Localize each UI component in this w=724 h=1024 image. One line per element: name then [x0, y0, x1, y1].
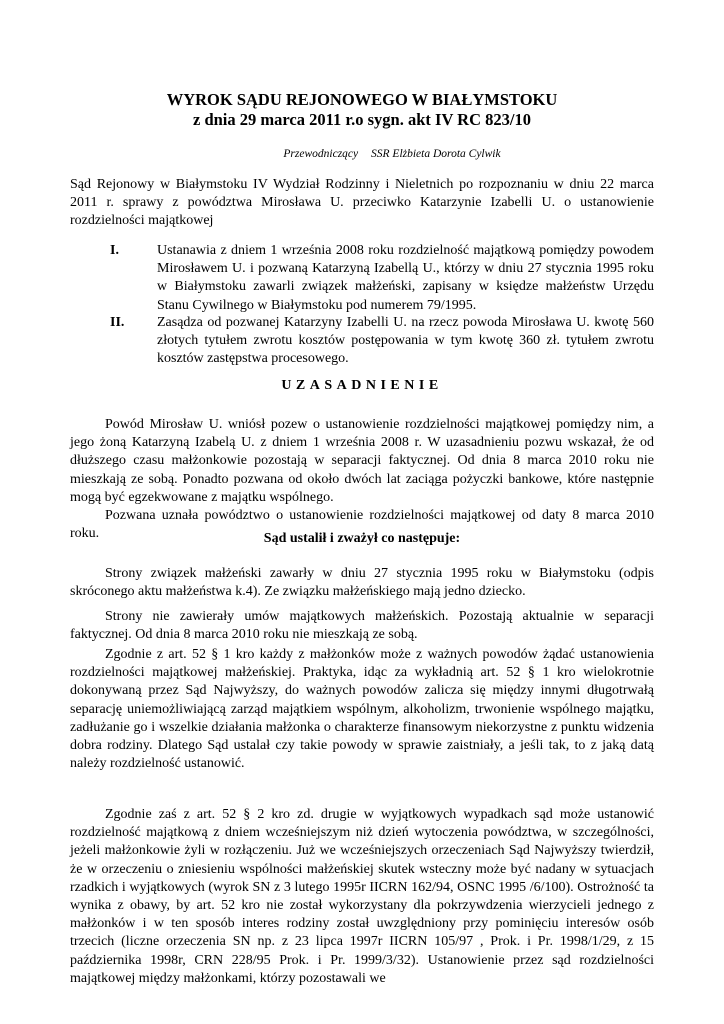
ruling-text: Zasądza od pozwanej Katarzyny Izabelli U. na rzecz powoda Mirosława U. kwotę 560 złotych tytułem zwrotu kosztów postępowania w tym kwotę 360 zł. tytułem zwrotu kosztów zastępstwa procesowego.	[157, 315, 654, 367]
finding-text: Zgodnie zaś z art. 52 § 2 kro zd. drugie w wyjątkowych wypadkach sąd może ustanowić rozdzielność majątkową z dniem wcześniejszym niż dzień wytoczenia powództwa, w szczególności, jeżeli małżonkowie żyli w rozłączeniu. Już we wcześniejszych orzeczeniach Sąd Najwyższy twierdził, że w orzeczeniu o zniesieniu wspólności małżeńskiej skutek wsteczny może być nadany w sytuacjach rzadkich i wyjątkowych (wyrok SN z 3 lutego 1995r IICRN 162/94, OSNC 1995 /6/100). Ostrożność ta wynika z obawy, by art. 52 kro nie został wykorzystany dla pokrzywdzenia wierzycieli jednego z małżonków i w ten sposób interes rodziny został uwzględniony przy pominięciu interesów osób trzecich (liczne orzeczenia SN np. z 23 lipca 1997r IICRN 105/97 , Prok. i Pr. 1998/1/29, z 15 października 1998r, CRN 228/95 Prok. i Pr. 1999/3/32). Ustanowienie przez sąd rozdzielności majątkowej między małżonkami, którzy pozostawali we	[70, 807, 654, 986]
title-line-2: z dnia 29 marca 2011 r.o sygn. akt IV RC 823/10	[193, 110, 531, 129]
ruling-number: II.	[110, 315, 125, 330]
ruling-number: I.	[110, 243, 119, 258]
findings-paragraph	[70, 646, 654, 773]
findings-paragraph	[70, 806, 654, 988]
finding-text: Strony nie zawierały umów majątkowych małżeńskich. Pozostają aktualnie w separacji faktycznej. Od dnia 8 marca 2010 roku nie mieszkają ze sobą.	[70, 609, 654, 643]
intro-text: Sąd Rejonowy w Białymstoku IV Wydział Rodzinny i Nieletnich po rozpoznaniu w dniu 22 marca 2011 r. sprawy z powództwa Mirosława U. przeciwko Katarzynie Izabelli U. o ustanowienie rozdzielności majątkowej	[70, 177, 654, 229]
presiding-label: Przewodniczący	[283, 148, 359, 160]
intro-paragraph	[70, 176, 654, 231]
findings-heading: Sąd ustalił i zważył co następuje:	[263, 531, 461, 546]
ruling-text: Ustanawia z dniem 1 września 2008 roku rozdzielność majątkową pomiędzy powodem Mirosławem U. i pozwaną Katarzyną Izabellą U., którzy w dniu 27 stycznia 1995 roku w Białymstoku zawarli związek małżeński, zapisany w księdze małżeństw Urzędu Stanu Cywilnego w Białymstoku pod numerem 79/1995.	[157, 243, 654, 313]
justification-heading: UZASADNIENIE	[281, 378, 443, 393]
title-line-1: WYROK SĄDU REJONOWEGO W BIAŁYMSTOKU	[166, 90, 558, 109]
justification-section	[70, 416, 654, 543]
presiding-name: SSR Elżbieta Dorota Cylwik	[371, 148, 501, 160]
findings-paragraph	[70, 608, 654, 644]
justification-paragraph-1: Powód Mirosław U. wniósł pozew o ustanowienie rozdzielności majątkowej pomiędzy nim, a jego żoną Katarzyną Izabelą U. z dniem 1 września 2008 r. W uzasadnieniu pozwu wskazał, że od dłuższego czasu małżonkowie pozostają w separacji faktycznej. Od dnia 8 marca 2010 roku nie mieszkają ze sobą. Ponadto pozwana od około dwóch lat zaciąga pożyczki bankowe, które następnie mogą być egzekwowane z majątku wspólnego.	[70, 417, 654, 505]
presiding-judge-line	[0, 148, 724, 160]
finding-text: Zgodnie z art. 52 § 1 kro każdy z małżonków może z ważnych powodów żądać ustanowienia rozdzielności majątkowej małżeńskiej. Praktyka, idąc za wykładnią art. 52 § 1 kro wielokrotnie dokonywaną przez Sąd Najwyższy, do ważnych powodów zalicza się między innymi długotrwałą separację uniemożliwiającą zarząd majątkiem wspólnym, alkoholizm, trwonienie wspólnego majątku, zadłużanie go i wszelkie działania małżonka o charakterze finansowym niekorzystne z punktu widzenia dobra rodziny. Dlatego Sąd ustalał czy takie powody w sprawie zaistniały, a jeśli tak, to z jaką datą należy rozdzielność ustanowić.	[70, 647, 654, 772]
justification-paragraph-2: Pozwana uznała powództwo o ustanowienie rozdzielności majątkowej od daty 8 marca 2010 roku.	[70, 508, 654, 542]
judgment-title	[70, 90, 654, 130]
finding-text: Strony związek małżeński zawarły w dniu 27 stycznia 1995 roku w Białymstoku (odpis skróconego aktu małżeństwa k.4). Ze związku małżeńskiego mają jedno dziecko.	[70, 566, 654, 600]
findings-paragraph	[70, 565, 654, 601]
